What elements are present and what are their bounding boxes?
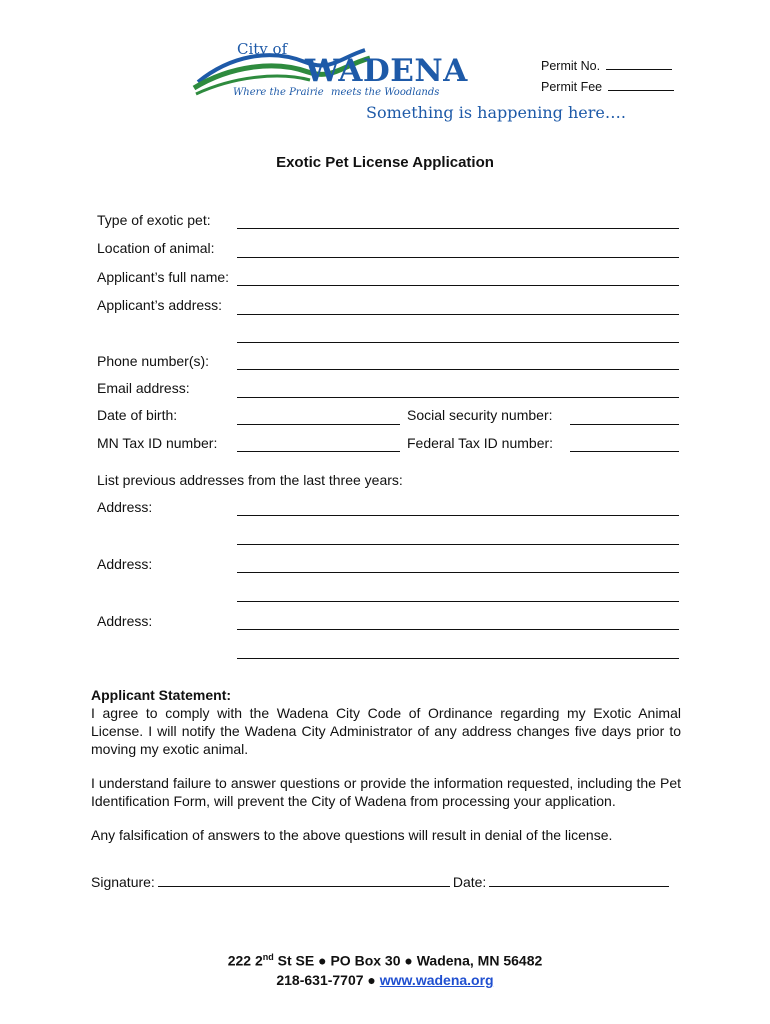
dob-line[interactable] [237, 424, 400, 425]
permit-fee-line[interactable] [608, 90, 674, 91]
footer-contact [0, 972, 770, 988]
footer-website-link[interactable]: www.wadena.org [379, 972, 494, 988]
prev-address-label-3: Address: [97, 613, 153, 629]
footer-street-rest: St SE ● PO Box 30 ● Wadena, MN 56482 [273, 952, 543, 969]
email-label: Email address: [97, 380, 190, 396]
date-label: Date: [452, 874, 487, 890]
statement-paragraph-1: I agree to comply with the Wadena City Code of Ordinance regarding my Exotic Animal License. I will notify the Wadena City Administrator of any address changes five days prior to moving my exotic animal. [91, 705, 681, 757]
statement-paragraph-3: Any falsification of answers to the above questions will result in denial of the license. [91, 827, 613, 843]
prev-address-label-2: Address: [97, 556, 153, 572]
logo-subtitle-right: meets the Woodlands [331, 87, 440, 98]
email-line[interactable] [237, 397, 679, 398]
ssn-label: Social security number: [407, 407, 553, 423]
page-title: Exotic Pet License Application [276, 154, 494, 171]
logo-wadena-text: WADENA [305, 53, 468, 89]
signature-row [91, 874, 669, 890]
footer-address [0, 952, 770, 969]
signature-line[interactable] [158, 886, 450, 887]
footer-street-number: 222 2 [227, 952, 263, 969]
permit-fee-label: Permit Fee [541, 80, 603, 94]
logo-city-text: City of [237, 40, 288, 58]
mn-tax-label: MN Tax ID number: [97, 435, 218, 451]
fed-tax-label: Federal Tax ID number: [407, 435, 554, 451]
prev-address-1-line-2[interactable] [237, 544, 679, 545]
prev-address-2-line-1[interactable] [237, 572, 679, 573]
address-line-2[interactable] [237, 342, 679, 343]
logo-subtitle-left: Where the Prairie [233, 87, 324, 98]
phone-label: Phone number(s): [97, 353, 210, 369]
pet-type-line[interactable] [237, 228, 679, 229]
fed-tax-line[interactable] [570, 451, 679, 452]
full-name-line[interactable] [237, 285, 679, 286]
permit-number [541, 59, 672, 73]
applicant-statement [91, 686, 681, 844]
mn-tax-line[interactable] [237, 451, 400, 452]
dob-label: Date of birth: [97, 407, 178, 423]
location-label: Location of animal: [97, 240, 215, 256]
date-line[interactable] [489, 886, 669, 887]
location-line[interactable] [237, 257, 679, 258]
ssn-line[interactable] [570, 424, 679, 425]
statement-heading: Applicant Statement: [91, 687, 232, 703]
prev-address-2-line-2[interactable] [237, 601, 679, 602]
statement-paragraph-2: I understand failure to answer questions or provide the information requested, including the Pet Identification Form, will prevent the City of Wadena from processing your application. [91, 775, 681, 809]
footer-street-suffix: nd [262, 952, 274, 962]
footer-phone: 218-631-7707 ● [276, 972, 380, 988]
prev-address-1-line-1[interactable] [237, 515, 679, 516]
permit-number-label: Permit No. [541, 59, 601, 73]
signature-label: Signature: [91, 874, 155, 890]
prev-address-3-line-1[interactable] [237, 629, 679, 630]
logo-tagline: Something is happening here…. [366, 103, 626, 122]
address-line-1[interactable] [237, 314, 679, 315]
pet-type-label: Type of exotic pet: [97, 212, 211, 228]
address-label: Applicant’s address: [97, 297, 223, 313]
prev-address-label-1: Address: [97, 499, 153, 515]
phone-line[interactable] [237, 369, 679, 370]
previous-addresses-heading: List previous addresses from the last three years: [97, 472, 403, 488]
full-name-label: Applicant’s full name: [97, 269, 230, 285]
permit-fee [541, 80, 674, 94]
prev-address-3-line-2[interactable] [237, 658, 679, 659]
permit-number-line[interactable] [606, 69, 672, 70]
